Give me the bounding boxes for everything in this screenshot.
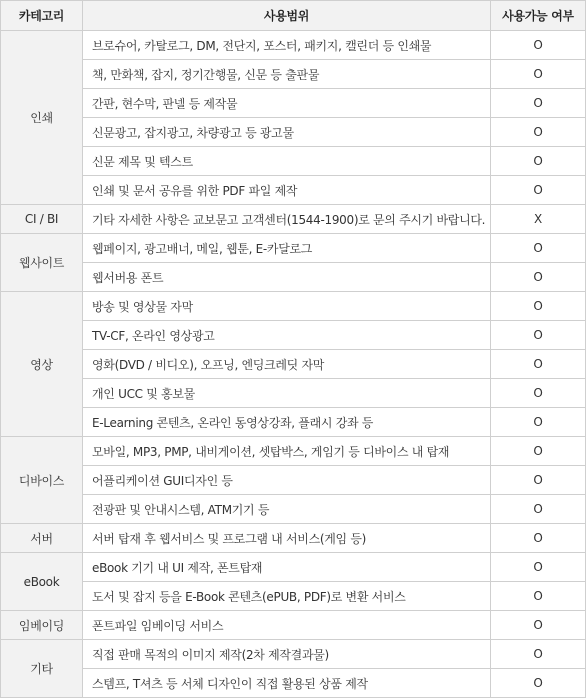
table-row (1, 553, 586, 582)
table-row (1, 495, 586, 524)
availability-cell: O (491, 234, 586, 263)
scope-cell: 전광판 및 안내시스템, ATM기기 등 (83, 495, 491, 524)
table-row (1, 611, 586, 640)
table-row (1, 31, 586, 60)
table-row (1, 437, 586, 466)
table-row (1, 60, 586, 89)
availability-cell: O (491, 263, 586, 292)
scope-cell: 방송 및 영상물 자막 (83, 292, 491, 321)
scope-cell: 도서 및 잡지 등을 E-Book 콘텐츠(ePUB, PDF)로 변환 서비스 (83, 582, 491, 611)
availability-cell: O (491, 176, 586, 205)
scope-cell: TV-CF, 온라인 영상광고 (83, 321, 491, 350)
scope-cell: 모바일, MP3, PMP, 내비게이션, 셋탑박스, 게임기 등 디바이스 내 탑재 (83, 437, 491, 466)
availability-cell: O (491, 292, 586, 321)
table-row (1, 524, 586, 553)
table-row (1, 640, 586, 669)
table-row (1, 147, 586, 176)
table-row (1, 350, 586, 379)
scope-cell: 책, 만화책, 잡지, 정기간행물, 신문 등 출판물 (83, 60, 491, 89)
scope-cell: 기타 자세한 사항은 교보문고 고객센터(1544-1900)로 문의 주시기 바랍니다. (83, 205, 491, 234)
scope-cell: 서버 탑재 후 웹서비스 및 프로그램 내 서비스(게임 등) (83, 524, 491, 553)
scope-cell: 영화(DVD / 비디오), 오프닝, 엔딩크레딧 자막 (83, 350, 491, 379)
category-cell: 디바이스 (1, 437, 83, 524)
table-row (1, 176, 586, 205)
availability-cell: O (491, 669, 586, 698)
table-row (1, 466, 586, 495)
availability-cell: O (491, 611, 586, 640)
scope-cell: 어플리케이션 GUI디자인 등 (83, 466, 491, 495)
availability-cell: O (491, 524, 586, 553)
header-scope: 사용범위 (83, 1, 491, 31)
category-cell: 인쇄 (1, 31, 83, 205)
availability-cell: O (491, 408, 586, 437)
category-cell: 웹사이트 (1, 234, 83, 292)
table-body (1, 31, 586, 698)
table-row (1, 379, 586, 408)
scope-cell: 개인 UCC 및 홍보물 (83, 379, 491, 408)
category-cell: 임베이딩 (1, 611, 83, 640)
availability-cell: X (491, 205, 586, 234)
availability-cell: O (491, 60, 586, 89)
table-row (1, 408, 586, 437)
availability-cell: O (491, 89, 586, 118)
category-cell: CI / BI (1, 205, 83, 234)
availability-cell: O (491, 147, 586, 176)
scope-cell: 브로슈어, 카탈로그, DM, 전단지, 포스터, 패키지, 캘린더 등 인쇄물 (83, 31, 491, 60)
scope-cell: 간판, 현수막, 판넬 등 제작물 (83, 89, 491, 118)
category-cell: eBook (1, 553, 83, 611)
availability-cell: O (491, 640, 586, 669)
table-row (1, 89, 586, 118)
availability-cell: O (491, 466, 586, 495)
scope-cell: E-Learning 콘텐츠, 온라인 동영상강좌, 플래시 강좌 등 (83, 408, 491, 437)
scope-cell: 웹서버용 폰트 (83, 263, 491, 292)
scope-cell: 웹페이지, 광고배너, 메일, 웹툰, E-카달로그 (83, 234, 491, 263)
availability-cell: O (491, 495, 586, 524)
scope-cell: 직접 판매 목적의 이미지 제작(2차 제작결과물) (83, 640, 491, 669)
table-row (1, 292, 586, 321)
scope-cell: 신문 제목 및 텍스트 (83, 147, 491, 176)
category-cell: 서버 (1, 524, 83, 553)
header-category: 카테고리 (1, 1, 83, 31)
availability-cell: O (491, 350, 586, 379)
table-row (1, 669, 586, 698)
scope-cell: 신문광고, 잡지광고, 차량광고 등 광고물 (83, 118, 491, 147)
availability-cell: O (491, 321, 586, 350)
availability-cell: O (491, 553, 586, 582)
table-row (1, 205, 586, 234)
table-row (1, 234, 586, 263)
availability-cell: O (491, 437, 586, 466)
category-cell: 기타 (1, 640, 83, 698)
availability-cell: O (491, 582, 586, 611)
scope-cell: 폰트파일 임베이딩 서비스 (83, 611, 491, 640)
scope-cell: 스템프, T셔츠 등 서체 디자인이 직접 활용된 상품 제작 (83, 669, 491, 698)
table-row (1, 582, 586, 611)
availability-cell: O (491, 379, 586, 408)
scope-cell: eBook 기기 내 UI 제작, 폰트탑재 (83, 553, 491, 582)
table-row (1, 118, 586, 147)
category-cell: 영상 (1, 292, 83, 437)
header-availability: 사용가능 여부 (491, 1, 586, 31)
availability-cell: O (491, 31, 586, 60)
header-row (1, 1, 586, 31)
scope-cell: 인쇄 및 문서 공유를 위한 PDF 파일 제작 (83, 176, 491, 205)
table-row (1, 263, 586, 292)
table-row (1, 321, 586, 350)
availability-cell: O (491, 118, 586, 147)
